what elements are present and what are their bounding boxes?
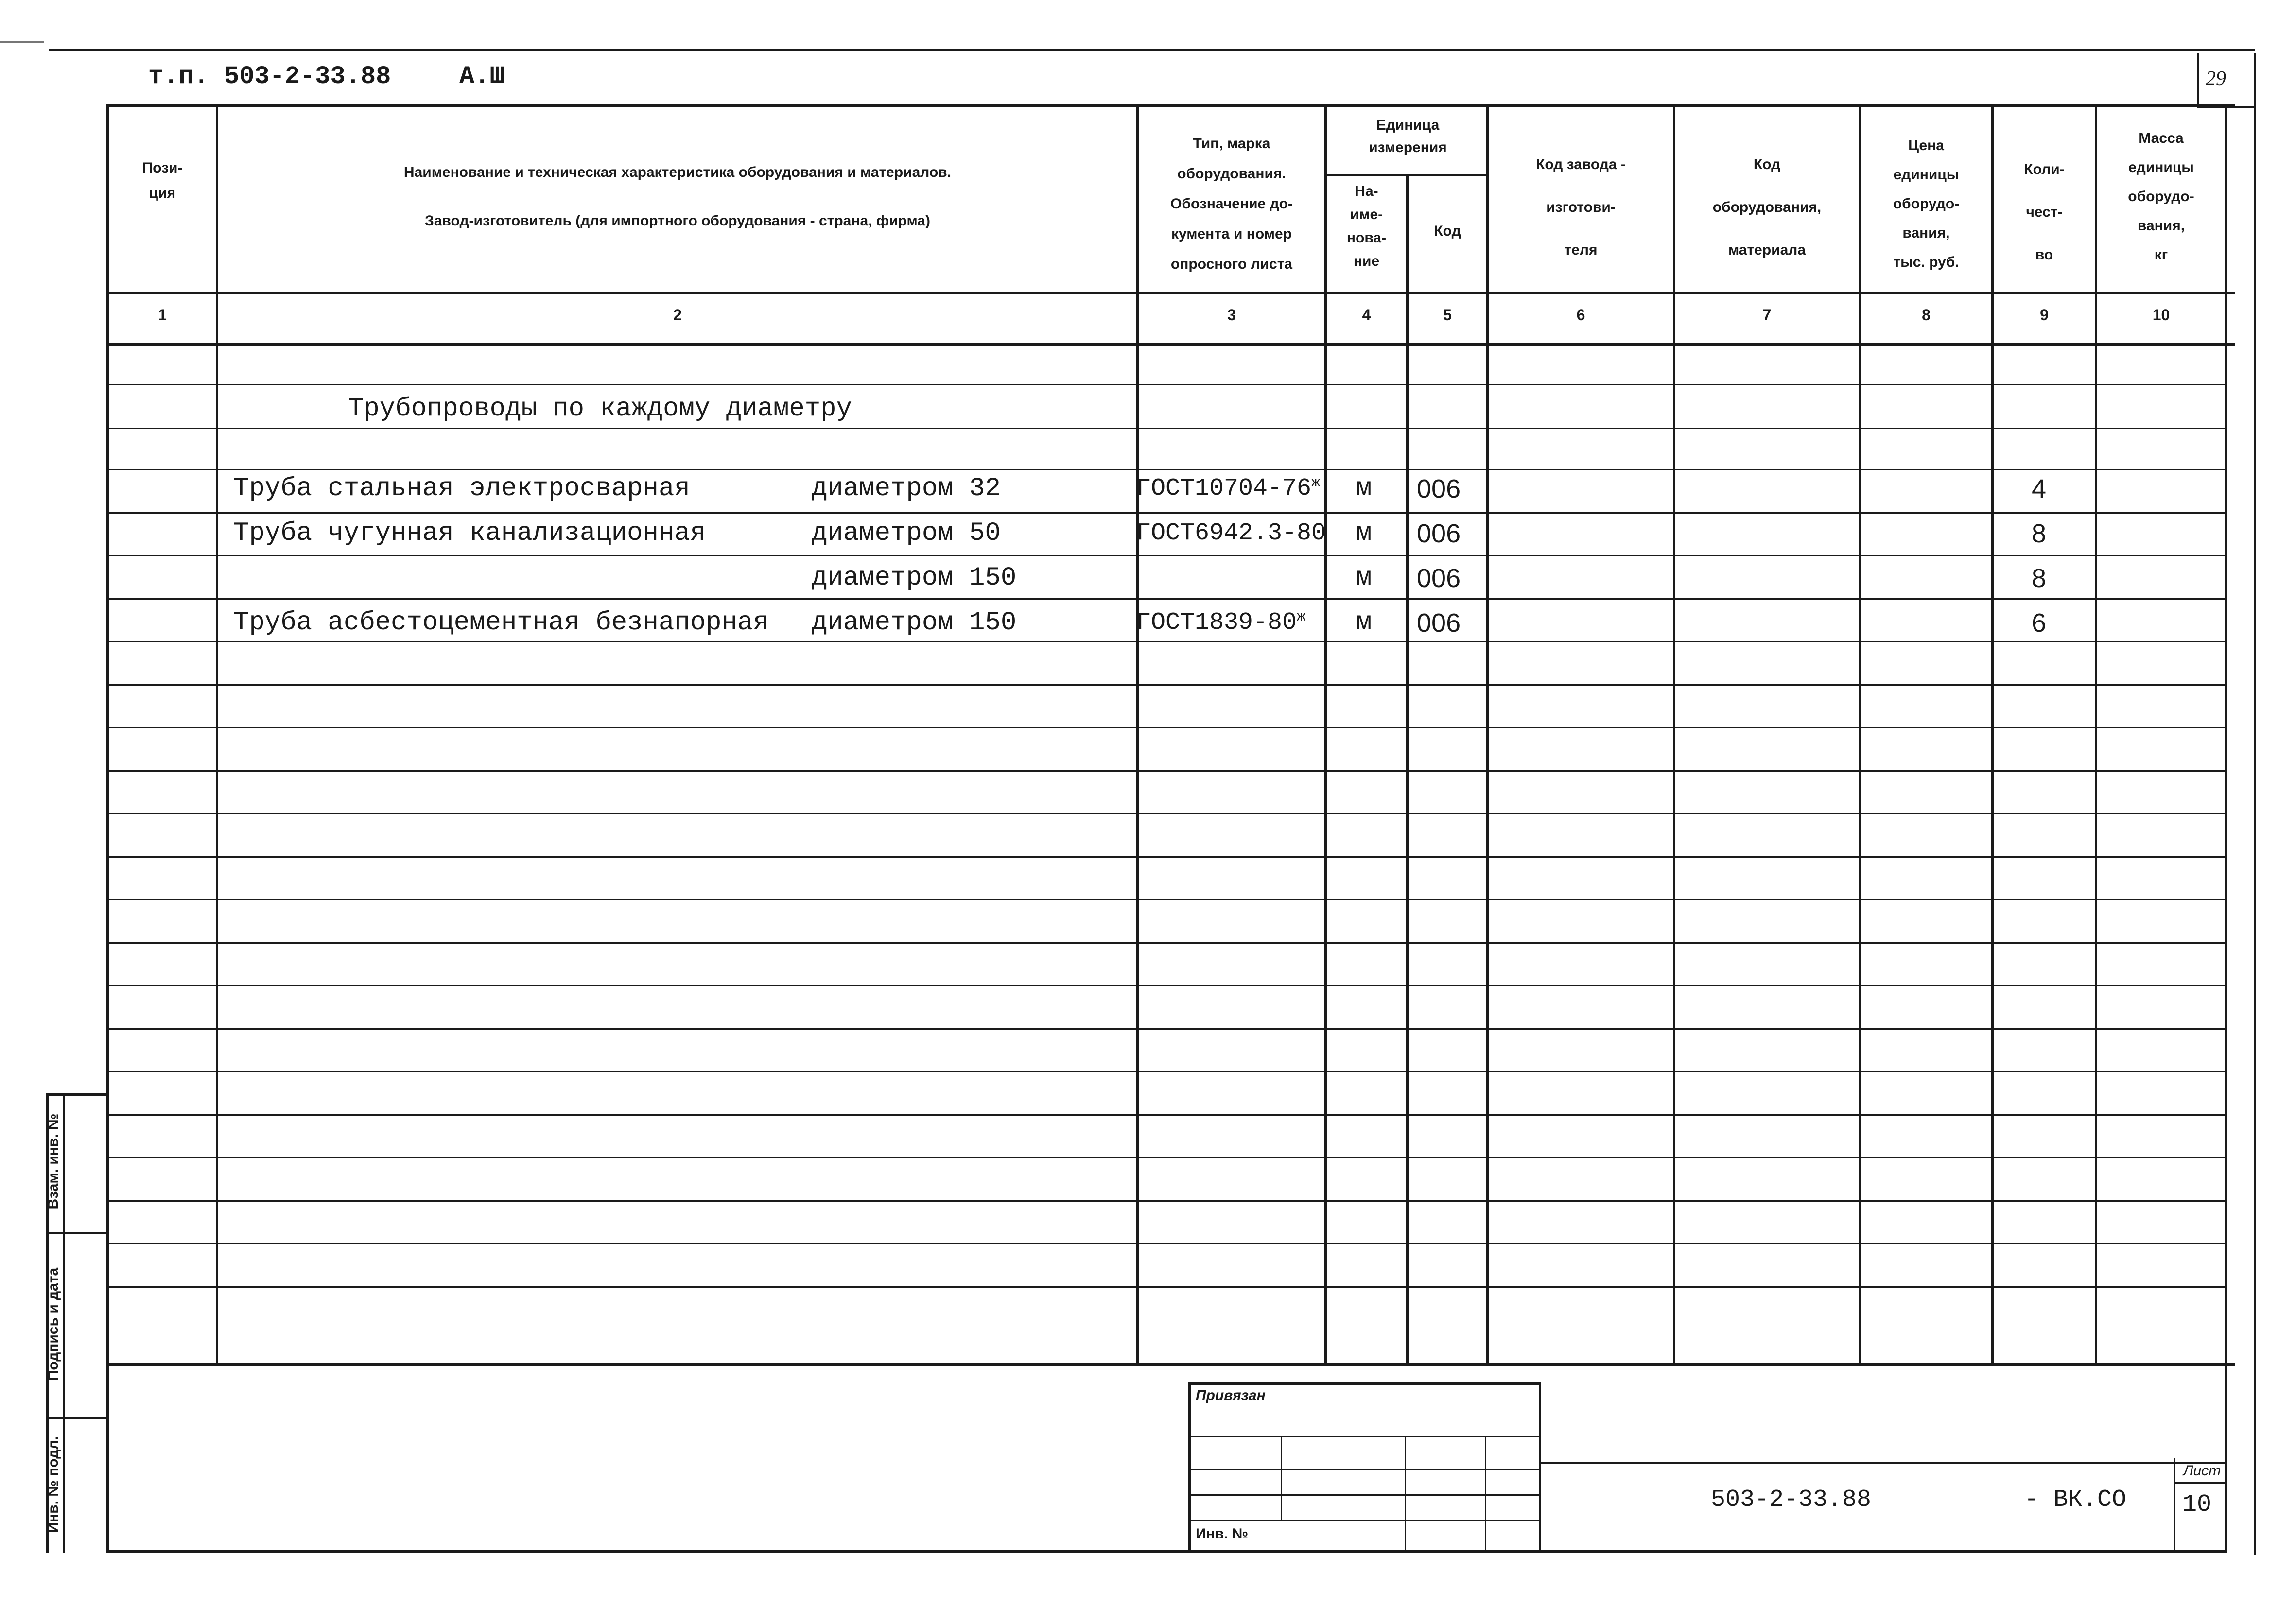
project-code: т.п. 503-2-33.88: [148, 62, 391, 91]
ruled-line: [109, 641, 2225, 642]
row-4-name: Труба асбестоцементная безнапорная: [233, 608, 769, 638]
page-number: 29: [2206, 68, 2226, 90]
row-4-spec: диаметром 150: [812, 608, 1017, 638]
tb-col-2: [1405, 1436, 1406, 1550]
header-unit-group: Единица измерения: [1369, 117, 1447, 156]
page-box-right: [2254, 53, 2256, 1555]
ruled-line: [109, 985, 2225, 986]
row-2-name: Труба чугунная канализационная: [233, 518, 706, 548]
ruled-line: [109, 770, 2225, 772]
tb-col-3: [1485, 1436, 1486, 1550]
colnum-1: 1: [158, 306, 167, 324]
ruled-line: [109, 1286, 2225, 1288]
inv-label: Инв. №: [1196, 1526, 1249, 1542]
tb-row-2: [1188, 1469, 1541, 1470]
ruled-line: [109, 384, 2225, 385]
row-3-code: 006: [1417, 564, 1461, 593]
row-4-doc: $ГОСТ1839-80^ж$: [1136, 609, 1306, 637]
row-1-qty: 4: [2032, 474, 2047, 503]
tb-box-top: [1188, 1382, 1541, 1385]
sheet-box-split: [2174, 1482, 2225, 1484]
tb-col-1: [1281, 1436, 1282, 1520]
row-1-doc-mark: ж: [1311, 475, 1321, 491]
ruled-line: [109, 469, 2225, 470]
tb-row-3: [1188, 1494, 1541, 1496]
stamp-sign-date: Подпись и дата: [45, 1267, 61, 1381]
colnum-6: 6: [1576, 306, 1585, 324]
row-2-code: 006: [1417, 519, 1461, 548]
colnum-9: 9: [2040, 306, 2049, 324]
colnum-7: 7: [1762, 306, 1772, 324]
table-top-border: [106, 104, 2235, 107]
top-frame-line: [49, 49, 2255, 51]
header-equipment-code: Код оборудования, материала: [1712, 156, 1822, 258]
row-1-spec: диаметром 32: [812, 474, 1001, 503]
doc-suffix: - ВК.СО: [2024, 1486, 2127, 1514]
header-unit-name: На- име- нова- ние: [1346, 183, 1387, 269]
ruled-line: [109, 856, 2225, 858]
unit-group-split: [1324, 174, 1489, 176]
colnum-2: 2: [673, 306, 682, 324]
stamp-orig-inv: Инв. № подл.: [45, 1436, 61, 1533]
ruled-line: [109, 1200, 2225, 1202]
page-box-left: [2197, 53, 2199, 107]
colnum-bottom-line: [106, 343, 2235, 346]
ruled-line: [109, 899, 2225, 900]
ruled-line: [109, 684, 2225, 686]
header-type: Тип, марка оборудования. Обозначение до- кумента и номер опросного листа: [1170, 136, 1293, 272]
header-bottom-line: [106, 292, 2235, 294]
scan-mark: [0, 41, 44, 43]
frame-bottom-border: [106, 1550, 2225, 1553]
sheet-number: 10: [2182, 1491, 2212, 1519]
row-3-qty: 8: [2032, 564, 2047, 593]
ruled-line: [109, 1028, 2225, 1030]
header-name: Наименование и техническая характеристика оборудования и материалов. Завод-изготовитель (для импортного оборудования - страна, фирма): [403, 164, 952, 229]
ruled-line: [109, 1243, 2225, 1244]
header-price: Цена единицы оборудо- вания, тыс. руб.: [1893, 138, 1960, 270]
sheet-box-left: [2174, 1458, 2175, 1550]
bound-label: Привязан: [1196, 1387, 1266, 1403]
colnum-4: 4: [1362, 306, 1371, 324]
row-4-unit: м: [1356, 608, 1372, 638]
colnum-8: 8: [1922, 306, 1931, 324]
tb-box-left: [1188, 1382, 1191, 1550]
header-unit-code: Код: [1434, 223, 1461, 239]
row-1-doc: $ГОСТ10704-76^ж$: [1136, 475, 1321, 502]
row-4-doc-mark: ж: [1297, 609, 1306, 625]
ruled-line: [109, 598, 2225, 600]
ruled-line: [109, 1071, 2225, 1072]
ruled-line: [109, 813, 2225, 814]
row-2-doc: ГОСТ6942.3-80: [1136, 519, 1326, 547]
tb-row-1: [1188, 1436, 1541, 1437]
row-2-qty: 8: [2032, 519, 2047, 548]
colnum-10: 10: [2152, 306, 2170, 324]
row-1-name: Труба стальная электросварная: [233, 474, 690, 503]
section-title: Трубопроводы по каждому диаметру: [348, 394, 852, 424]
row-4-qty: 6: [2032, 608, 2047, 638]
ruled-line: [109, 1157, 2225, 1158]
row-4-code: 006: [1417, 608, 1461, 638]
ruled-line: [109, 512, 2225, 514]
album-number: А.Ш: [459, 62, 505, 91]
colnum-5: 5: [1443, 306, 1452, 324]
tb-box-right: [1539, 1382, 1541, 1550]
tb-row-4: [1188, 1520, 1541, 1521]
table-bottom-line: [106, 1363, 2235, 1366]
frame-right-border: [2225, 104, 2227, 1553]
doc-area-top: [1541, 1462, 2225, 1464]
ruled-line: [109, 942, 2225, 944]
ruled-line: [109, 555, 2225, 556]
ruled-line: [109, 428, 2225, 429]
row-3-spec: диаметром 150: [812, 563, 1017, 593]
ruled-line: [109, 727, 2225, 728]
row-1-code: 006: [1417, 474, 1461, 503]
ruled-line: [109, 1114, 2225, 1116]
header-plant-code: Код завода - изготови- теля: [1536, 156, 1626, 258]
header-quantity: Коли- чест- во: [2024, 161, 2065, 263]
row-1-unit: м: [1356, 474, 1372, 503]
row-2-spec: диаметром 50: [812, 518, 1001, 548]
doc-code: 503-2-33.88: [1711, 1486, 1872, 1514]
row-2-unit: м: [1356, 518, 1372, 548]
stamp-split-1: [46, 1232, 107, 1234]
row-3-unit: м: [1356, 563, 1372, 593]
colnum-3: 3: [1227, 306, 1236, 324]
header-position: Пози- ция: [142, 160, 183, 201]
sheet-label: Лист: [2183, 1463, 2221, 1479]
stamp-replace-inv: Взам. инв. №: [45, 1113, 61, 1210]
header-mass: Масса единицы оборудо- вания, кг: [2128, 130, 2194, 263]
